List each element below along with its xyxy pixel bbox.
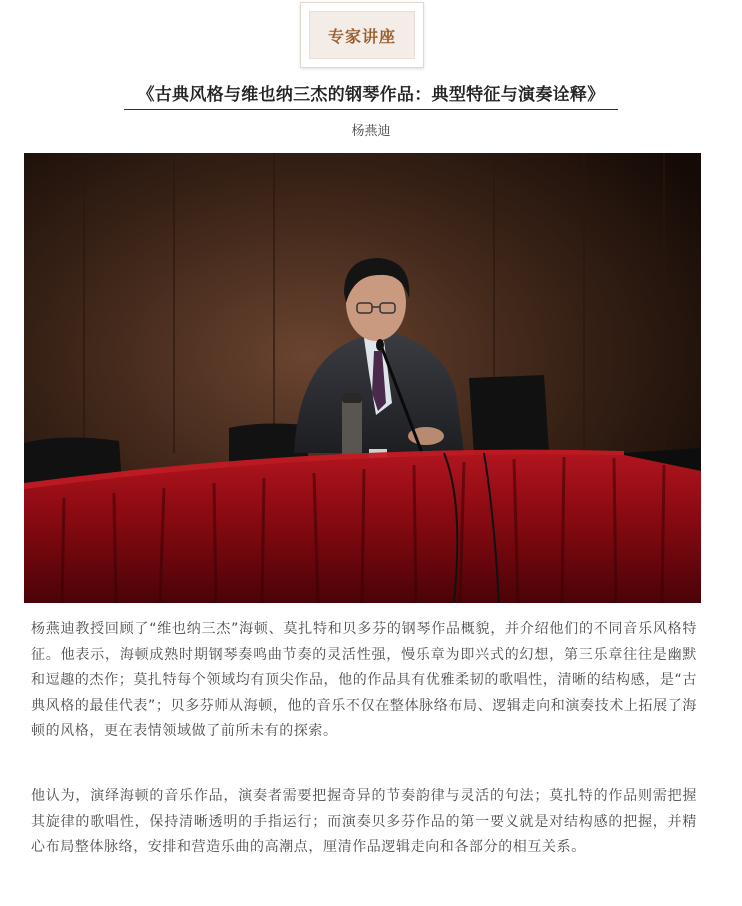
section-badge (300, 2, 424, 68)
lecture-photo (24, 153, 701, 603)
section-badge-label: 专家讲座 (327, 26, 396, 46)
lecture-photo-illustration (24, 153, 701, 603)
article-paragraph-2: 他认为，演绎海顿的音乐作品，演奏者需要把握奇异的节奏韵律与灵活的句法；莫扎特的作品则需把握其旋律的歌唱性，保持清晰透明的手指运行；而演奏贝多芬作品的第一要义就是对结构感的把握，并精心布局整体脉络，安排和营造乐曲的高潮点，厘清作品逻辑走向和各部分的相互关系。 (31, 788, 697, 855)
article-title: 《古典风格与维也纳三杰的钢琴作品：典型特征与演奏诠释》 (137, 85, 605, 105)
article-paragraph-1: 杨燕迪教授回顾了“维也纳三杰”海顿、莫扎特和贝多芬的钢琴作品概貌，并介绍他们的不同音乐风格特征。他表示，海顿成熟时期钢琴奏鸣曲节奏的灵活性强，慢乐章为即兴式的幻想，第三乐章往往是幽默和逗趣的杰作；莫扎特每个领域均有顶尖作品，他的作品具有优雅柔韧的歌唱性，清晰的结构感，是“古典风格的最佳代表”；贝多芬师从海顿，他的音乐不仅在整体脉络布局、逻辑走向和演奏技术上拓展了海顿的风格，更在表情领域做了前所未有的探索。 (31, 621, 697, 739)
section-badge-frame (309, 11, 415, 59)
article-author: 杨燕迪 (351, 124, 391, 139)
title-divider (124, 109, 618, 110)
